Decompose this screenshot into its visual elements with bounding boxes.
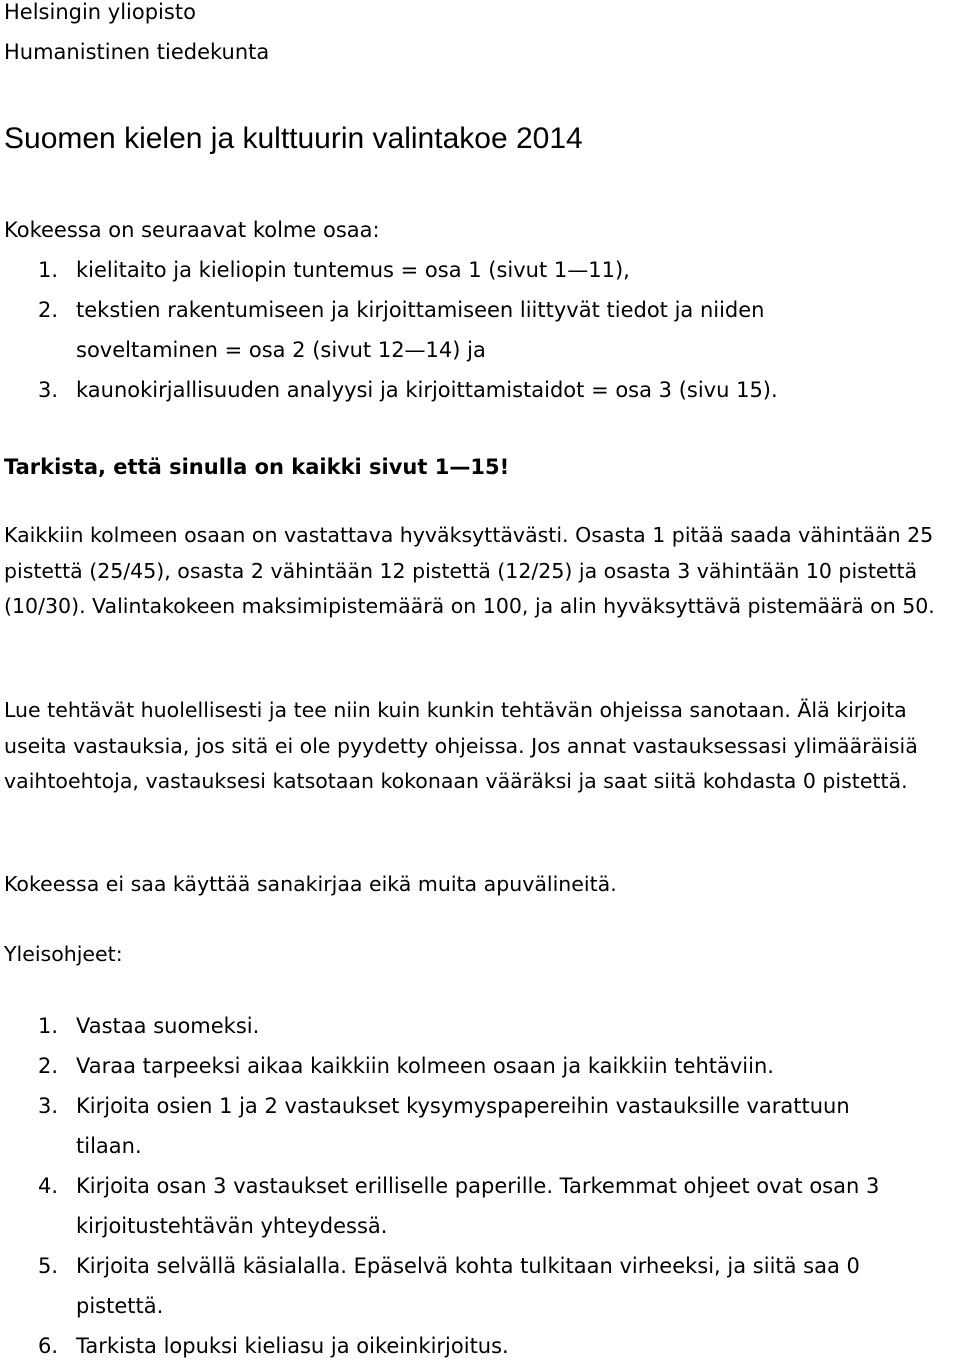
list-item <box>4 1006 958 1046</box>
university-name: Helsingin yliopisto <box>4 0 196 24</box>
list-item-number: 1. <box>38 1014 59 1038</box>
list-item-text: Vastaa suomeksi. <box>76 1014 260 1038</box>
list-item <box>4 1246 958 1326</box>
check-pages-notice: Tarkista, että sinulla on kaikki sivut 1—15! <box>4 455 510 479</box>
no-aids-paragraph: Kokeessa ei saa käyttää sanakirjaa eikä muita apuvälineitä. <box>4 872 617 896</box>
exam-parts <box>4 210 958 410</box>
parts-intro: Kokeessa on seuraavat kolme osaa: <box>4 218 380 242</box>
list-item-text: Kirjoita osan 3 vastaukset erilliselle paperille. Tarkemmat ohjeet ovat osan 3 kirjoitustehtävän yhteydessä. <box>76 1174 880 1238</box>
list-item-number: 2. <box>38 298 59 322</box>
list-item <box>4 1046 958 1086</box>
list-item-text: kaunokirjallisuuden analyysi ja kirjoittamistaidot = osa 3 (sivu 15). <box>76 378 778 402</box>
list-item <box>4 250 958 290</box>
list-item-number: 3. <box>38 378 59 402</box>
list-item <box>4 1086 958 1166</box>
list-item <box>4 1326 958 1366</box>
list-item-text: kielitaito ja kieliopin tuntemus = osa 1 (sivut 1—11), <box>76 258 630 282</box>
list-item-number: 5. <box>38 1254 59 1278</box>
list-item-text: Kirjoita selvällä käsialalla. Epäselvä kohta tulkitaan virheeksi, ja siitä saa 0 pistettä. <box>76 1254 860 1318</box>
list-item-number: 3. <box>38 1094 59 1118</box>
list-item-text: Varaa tarpeeksi aikaa kaikkiin kolmeen osaan ja kaikkiin tehtäviin. <box>76 1054 774 1078</box>
instructions-paragraph: Lue tehtävät huolellisesti ja tee niin kuin kunkin tehtävän ohjeissa sanotaan. Älä kirjoita useita vastauksia, jos sitä ei ole pyydetty ohjeissa. Jos annat vastauksessasi ylimääräisiä vaihtoehtoja, vastauksesi katsotaan kokonaan vääräksi ja saat siitä kohdasta 0 pistettä. <box>4 698 918 793</box>
parts-list <box>4 250 958 410</box>
list-item-number: 4. <box>38 1174 59 1198</box>
list-item-text: Tarkista lopuksi kieliasu ja oikeinkirjoitus. <box>76 1334 509 1358</box>
page-title: Suomen kielen ja kulttuurin valintakoe 2014 <box>4 122 583 155</box>
general-heading: Yleisohjeet: <box>4 942 123 966</box>
general-instructions <box>4 1006 958 1366</box>
list-item-text: Kirjoita osien 1 ja 2 vastaukset kysymyspapereihin vastauksille varattuun tilaan. <box>76 1094 850 1158</box>
list-item <box>4 370 958 410</box>
scoring-paragraph: Kaikkiin kolmeen osaan on vastattava hyväksyttävästi. Osasta 1 pitää saada vähintään 25 pistettä (25/45), osasta 2 vähintään 12 pistettä (12/25) ja osasta 3 vähintään 10 pistettä (10/30). Valintakokeen maksimipistemäärä on 100, ja alin hyväksyttävä pistemäärä on 50. <box>4 523 935 618</box>
list-item-number: 2. <box>38 1054 59 1078</box>
list-item-number: 1. <box>38 258 59 282</box>
list-item-text: tekstien rakentumiseen ja kirjoittamiseen liittyvät tiedot ja niiden soveltaminen = osa 2 (sivut 12—14) ja <box>76 298 765 362</box>
list-item-number: 6. <box>38 1334 59 1358</box>
faculty-name: Humanistinen tiedekunta <box>4 40 270 64</box>
list-item <box>4 1166 958 1246</box>
general-list <box>4 1006 958 1366</box>
list-item <box>4 290 958 370</box>
